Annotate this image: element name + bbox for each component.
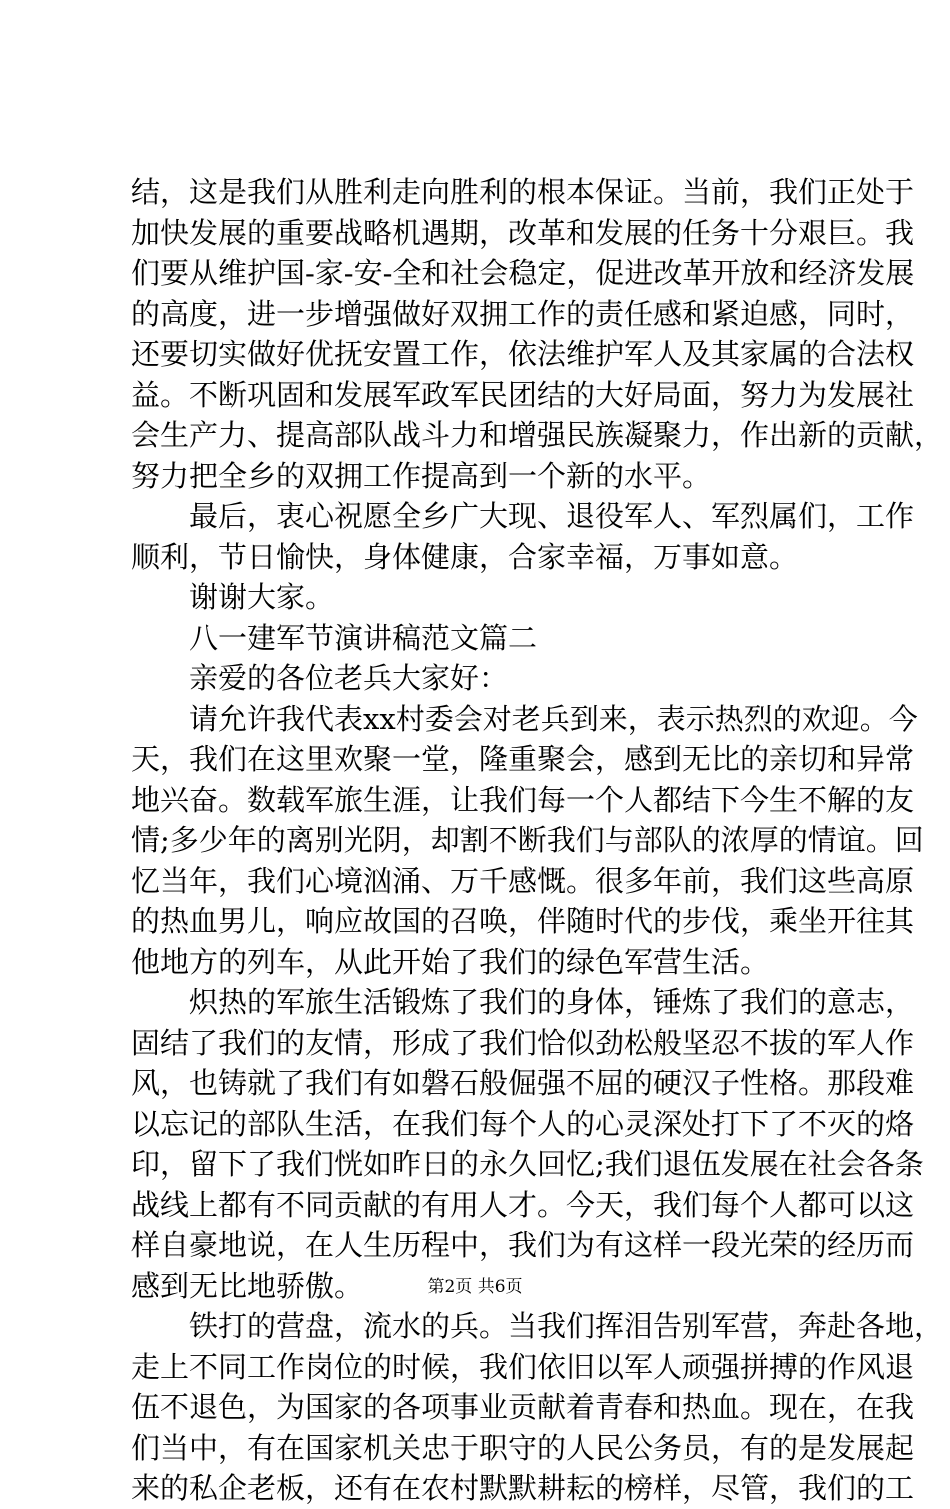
text-line: 加快发展的重要战略机遇期，改革和发展的任务十分艰巨。我 bbox=[131, 215, 915, 250]
text-line: 固结了我们的友情，形成了我们恰似劲松般坚忍不拔的军人作 bbox=[131, 1025, 915, 1060]
text-line: 炽热的军旅生活锻炼了我们的身体，锤炼了我们的意志， bbox=[131, 985, 915, 1019]
text-line: 会生产力、提高部队战斗力和增强民族凝聚力，作出新的贡献， bbox=[131, 418, 944, 452]
text-line: 风，也铸就了我们有如磐石般倔强不屈的硬汉子性格。那段难 bbox=[131, 1066, 915, 1100]
text-line: 天，我们在这里欢聚一堂，隆重聚会，感到无比的亲切和异常 bbox=[131, 742, 915, 776]
section-heading: 八一建军节演讲稿范文篇二 bbox=[131, 620, 538, 655]
text-line: 样自豪地说，在人生历程中，我们为有这样一段光荣的经历而 bbox=[131, 1228, 915, 1262]
text-line: 情;多少年的离别光阴，却割不断我们与部队的浓厚的情谊。回 bbox=[131, 823, 924, 857]
text-line: 谢谢大家。 bbox=[131, 580, 335, 614]
text-line: 们当中，有在国家机关忠于职守的人民公务员，有的是发展起 bbox=[131, 1430, 915, 1465]
text-line: 战线上都有不同贡献的有用人才。今天，我们每个人都可以这 bbox=[131, 1187, 915, 1222]
text-line: 走上不同工作岗位的时候，我们依旧以军人顽强拼搏的作风退 bbox=[131, 1349, 915, 1384]
text-line: 的高度，进一步增强做好双拥工作的责任感和紧迫感，同时， bbox=[131, 296, 915, 331]
text-line: 最后，衷心祝愿全乡广大现、退役军人、军烈属们，工作 bbox=[131, 499, 915, 533]
text-line: 益。不断巩固和发展军政军民团结的大好局面，努力为发展社 bbox=[131, 377, 915, 412]
text-line: 的热血男儿，响应故国的召唤，伴随时代的步伐，乘坐开往其 bbox=[131, 904, 915, 938]
text-line: 铁打的营盘，流水的兵。当我们挥泪告别军营，奔赴各地， bbox=[131, 1309, 944, 1343]
text-line: 还要切实做好优抚安置工作，依法维护军人及其家属的合法权 bbox=[131, 337, 915, 371]
text-line: 忆当年，我们心境汹涌、万千感慨。很多年前，我们这些高原 bbox=[131, 863, 915, 898]
text-line: 他地方的列车，从此开始了我们的绿色军营生活。 bbox=[131, 944, 770, 979]
text-line: 顺利，节日愉快，身体健康，合家幸福，万事如意。 bbox=[131, 539, 799, 574]
text-line: 请允许我代表xx村委会对老兵到来，表示热烈的欢迎。今 bbox=[131, 701, 918, 736]
text-line: 伍不退色，为国家的各项事业贡献着青春和热血。现在，在我 bbox=[131, 1390, 915, 1424]
page-footer bbox=[0, 1276, 950, 1298]
text-line: 亲爱的各位老兵大家好： bbox=[131, 661, 509, 695]
text-line: 们要从维护国-家-安-全和社会稳定，促进改革开放和经济发展 bbox=[131, 256, 915, 290]
text-line: 地兴奋。数载军旅生涯，让我们每一个人都结下今生不解的友 bbox=[131, 782, 915, 817]
text-line: 努力把全乡的双拥工作提高到一个新的水平。 bbox=[131, 458, 712, 493]
page-number-label: 第2页 共6页 bbox=[427, 1277, 523, 1297]
text-line: 感到无比地骄傲。 bbox=[131, 1268, 364, 1303]
text-line: 印，留下了我们恍如昨日的永久回忆;我们退伍发展在社会各条 bbox=[131, 1147, 924, 1181]
body-text bbox=[131, 172, 944, 1509]
text-line: 以忘记的部队生活，在我们每个人的心灵深处打下了不灭的烙 bbox=[131, 1106, 915, 1141]
text-line: 来的私企老板，还有在农村默默耕耘的榜样，尽管，我们的工 bbox=[131, 1471, 915, 1505]
text-line: 结，这是我们从胜利走向胜利的根本保证。当前，我们正处于 bbox=[131, 175, 915, 209]
